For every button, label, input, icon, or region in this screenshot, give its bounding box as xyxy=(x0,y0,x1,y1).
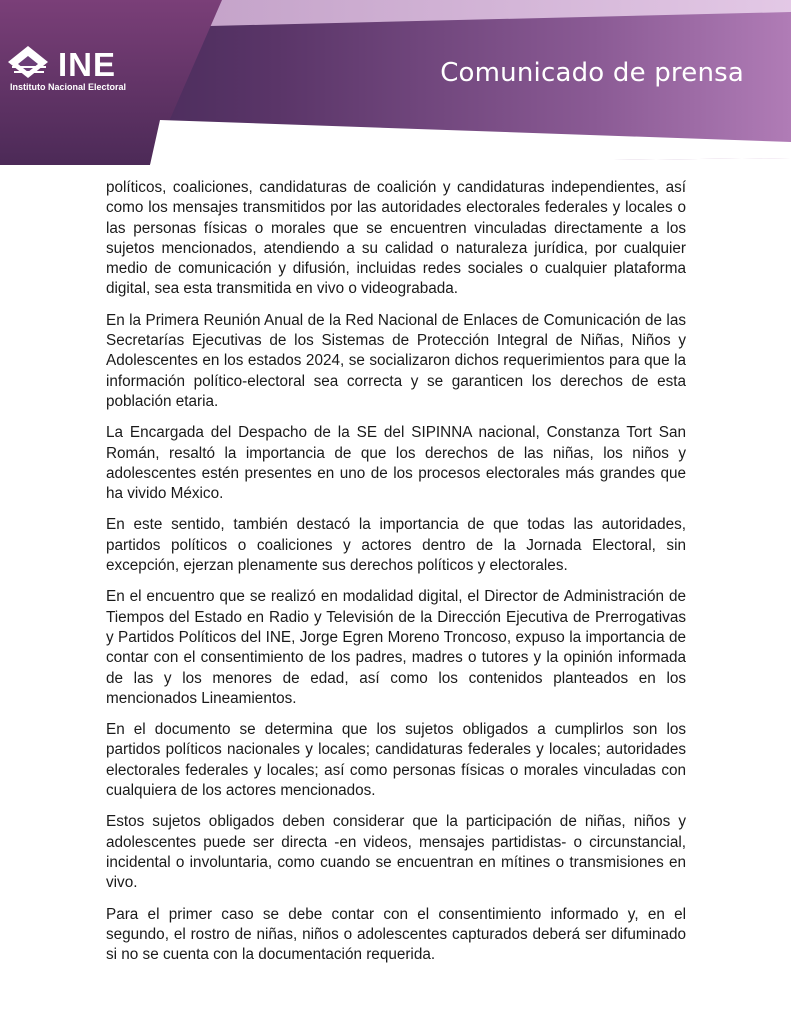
paragraph: Para el primer caso se debe contar con el consentimiento informado y, en el segundo, el rostro de niñas, niños o adolescentes capturados deberá ser difuminado si no se cuenta con la documentación requerida. xyxy=(106,905,686,964)
paragraph: Estos sujetos obligados deben considerar que la participación de niñas, niños y adolescentes puede ser directa -en videos, mensajes partidistas- o circunstancial, incidental o involuntaria, como cuando se encuentran en mítines o transmisiones en vivo. xyxy=(106,813,686,892)
page-header xyxy=(0,0,791,170)
logo-subtitle: Instituto Nacional Electoral xyxy=(10,82,127,92)
paragraph: La Encargada del Despacho de la SE del SIPINNA nacional, Constanza Tort San Román, resaltó la importancia de que los derechos de las niñas, los niños y adolescentes estén presentes en uno de los procesos electorales más grandes que ha vivido México. xyxy=(106,424,686,503)
logo-wordmark: INE xyxy=(58,46,117,83)
paragraph: políticos, coaliciones, candidaturas de coalición y candidaturas independientes, así como los mensajes transmitidos por las autoridades electorales federales y locales o las personas físicas o morales que se encuentren vinculadas directamente a los sujetos mencionados, atendiendo a su calidad o naturaleza jurídica, por cualquier medio de comunicación y difusión, incluidas redes sociales o cualquier plataforma digital, sea esta transmitida en vivo o videograbada. xyxy=(106,179,686,298)
ine-logo-mark-icon xyxy=(8,46,52,80)
document-type-title: Comunicado de prensa xyxy=(440,58,744,88)
press-release-body xyxy=(106,178,686,976)
ine-logo xyxy=(8,46,158,96)
paragraph: En la Primera Reunión Anual de la Red Nacional de Enlaces de Comunicación de las Secretarías Ejecutivas de los Sistemas de Protección Integral de Niñas, Niños y Adolescentes en los estados 2024, se socializaron dichos requerimientos para que la información político-electoral sea correcta y se garanticen los derechos de esta población etaria. xyxy=(106,311,686,410)
paragraph: En el documento se determina que los sujetos obligados a cumplirlos son los partidos políticos nacionales y locales; candidaturas federales y locales; autoridades electorales federales y locales; así como personas físicas o morales vinculadas con cualquiera de los actores mencionados. xyxy=(106,721,686,800)
paragraph: En el encuentro que se realizó en modalidad digital, el Director de Administración de Tiempos del Estado en Radio y Televisión de la Dirección Ejecutiva de Prerrogativas y Partidos Políticos del INE, Jorge Egren Moreno Troncoso, expuso la importancia de contar con el consentimiento de los padres, madres o tutores y la opinión informada de las y los menores de edad, así como los contenidos planteados en los mencionados Lineamientos. xyxy=(106,588,686,707)
paragraph: En este sentido, también destacó la importancia de que todas las autoridades, partidos políticos o coaliciones y actores dentro de la Jornada Electoral, sin excepción, ejerzan plenamente sus derechos políticos y electorales. xyxy=(106,516,686,575)
